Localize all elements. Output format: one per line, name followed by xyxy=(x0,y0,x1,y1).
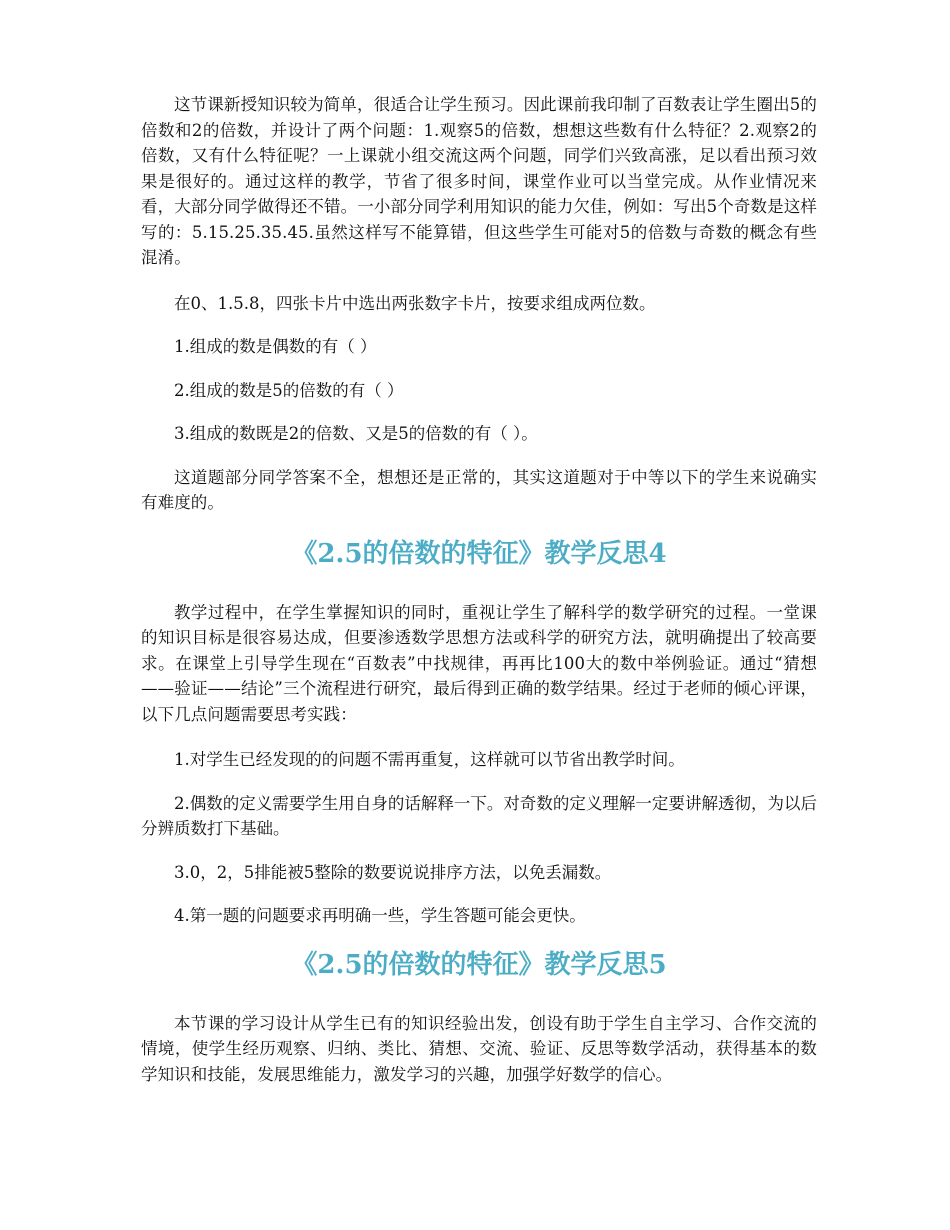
paragraph-reflection-4-intro: 教学过程中，在学生掌握知识的同时，重视让学生了解科学的数学研究的过程。一堂课的知识目标是很容易达成，但要渗透数学思想方法或科学的研究方法，就明确提出了较高要求。在课堂上引导学生现在“百数表”中找规律，再再比100大的数中举例验证。通过“猜想——验证——结论”三个流程进行研究，最后得到正确的数学结果。经过于老师的倾心评课，以下几点问题需要思考实践： xyxy=(141,602,817,724)
paragraph-card-exercise: 在0、1.5.8，四张卡片中选出两张数字卡片，按要求组成两位数。 xyxy=(174,293,656,313)
exercise-item-3: 3.组成的数既是2的倍数、又是5的倍数的有（ ）。 xyxy=(174,424,538,443)
paragraph-reflection-5-intro: 本节课的学习设计从学生已有的知识经验出发，创设有助于学生自主学习、合作交流的情境，使学生经历观察、归纳、类比、猜想、交流、验证、反思等数学活动，获得基本的数学知识和技能，发展思维能力，激发学习的兴趣，加强学好数学的信心。 xyxy=(141,1013,817,1084)
reflection-4-point-1: 1.对学生已经发现的的问题不需再重复，这样就可以节省出教学时间。 xyxy=(174,750,685,769)
exercise-item-1: 1.组成的数是偶数的有（ ） xyxy=(174,337,377,356)
exercise-item-2: 2.组成的数是5的倍数的有（ ） xyxy=(174,380,404,400)
reflection-4-point-2: 2.偶数的定义需要学生用自身的话解释一下。对奇数的定义理解一定要讲解透彻，为以后分辨质数打下基础。 xyxy=(141,793,817,838)
paragraph-exercise-comment: 这道题部分同学答案不全，想想还是正常的，其实这道题对于中等以下的学生来说确实有难度的。 xyxy=(141,467,817,512)
section-heading-reflection-5: 《2.5的倍数的特征》教学反思5 xyxy=(291,949,667,980)
reflection-4-point-4: 4.第一题的问题要求再明确一些，学生答题可能会更快。 xyxy=(174,906,586,925)
section-heading-reflection-4: 《2.5的倍数的特征》教学反思4 xyxy=(291,538,667,569)
reflection-4-point-3: 3.0，2，5排能被5整除的数要说说排序方法，以免丢漏数。 xyxy=(174,862,612,882)
paragraph-preview-lesson: 这节课新授知识较为简单，很适合让学生预习。因此课前我印制了百数表让学生圈出5的倍数和2的倍数，并设计了两个问题：1.观察5的倍数，想想这些数有什么特征？2.观察2的倍数，又有什么特征呢？一上课就小组交流这两个问题，同学们兴致高涨，足以看出预习效果是很好的。通过这样的教学，节省了很多时间，课堂作业可以当堂完成。从作业情况来看，大部分同学做得还不错。一小部分同学利用知识的能力欠佳，例如：写出5个奇数是这样写的：5.15.25.35.45.虽然这样写不能算错，但这些学生可能对5的倍数与奇数的概念有些混淆。 xyxy=(141,95,817,267)
document-body xyxy=(141,92,817,1107)
